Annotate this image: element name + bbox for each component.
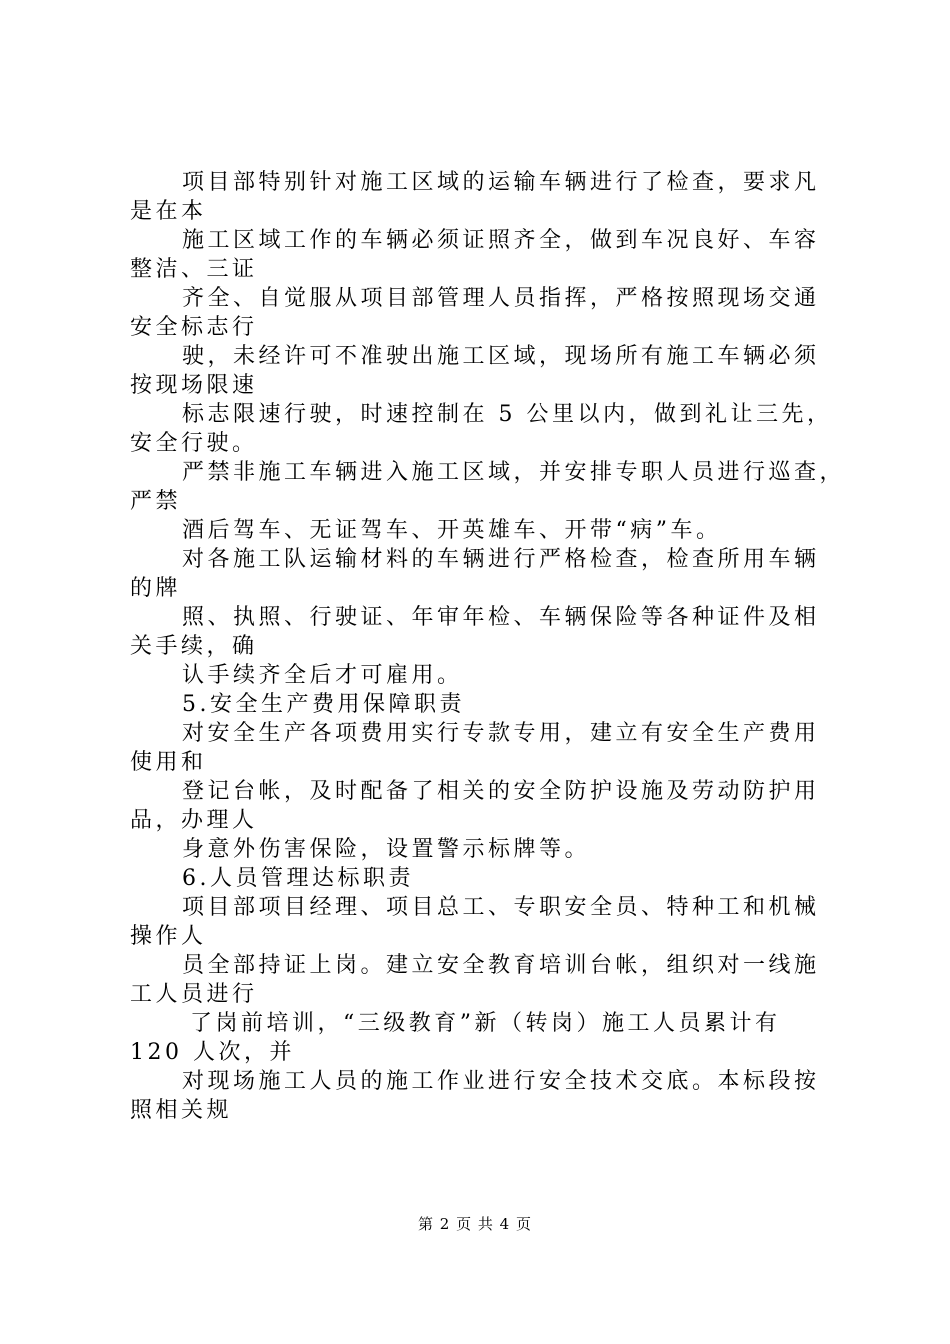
text-line: 操作人 xyxy=(130,924,207,949)
text-line: 齐全、自觉服从项目部管理人员指挥，严格按照现场交通 xyxy=(182,286,820,311)
text-line: 驶，未经许可不准驶出施工区域，现场所有施工车辆必须 xyxy=(182,344,820,369)
document-body xyxy=(130,168,850,1125)
text-line: 安全标志行 xyxy=(130,315,258,340)
text-line: 是在本 xyxy=(130,199,207,224)
text-line: 项目部特别针对施工区域的运输车辆进行了检查，要求凡 xyxy=(182,170,820,195)
text-line: 品，办理人 xyxy=(130,808,258,833)
text-line: 照、执照、行驶证、年审年检、车辆保险等各种证件及相 xyxy=(182,605,820,630)
text-line: 按现场限速 xyxy=(130,373,258,398)
text-line: 登记台帐，及时配备了相关的安全防护设施及劳动防护用 xyxy=(182,779,820,804)
text-line: 120 人次，并 xyxy=(130,1040,295,1065)
text-line: 了岗前培训，“三级教育”新（转岗）施工人员累计有 xyxy=(190,1011,781,1036)
text-line: 项目部项目经理、项目总工、专职安全员、特种工和机械 xyxy=(182,895,820,920)
text-line: 6.人员管理达标职责 xyxy=(182,866,414,891)
text-line: 的牌 xyxy=(130,576,182,601)
text-line: 对各施工队运输材料的车辆进行严格检查，检查所用车辆 xyxy=(182,547,820,572)
text-line: 5.安全生产费用保障职责 xyxy=(182,692,465,717)
page-footer: 第 2 页 共 4 页 xyxy=(418,1215,532,1233)
text-line: 照相关规 xyxy=(130,1098,233,1123)
text-line: 整洁、三证 xyxy=(130,257,258,282)
text-line: 工人员进行 xyxy=(130,982,258,1007)
text-line: 使用和 xyxy=(130,750,207,775)
text-line: 身意外伤害保险，设置警示标牌等。 xyxy=(182,837,591,862)
text-line: 施工区域工作的车辆必须证照齐全，做到车况良好、车容 xyxy=(182,228,820,253)
text-line: 认手续齐全后才可雇用。 xyxy=(182,663,463,688)
text-line: 安全行驶。 xyxy=(130,431,258,456)
text-line: 关手续，确 xyxy=(130,634,258,659)
text-line: 员全部持证上岗。建立安全教育培训台帐，组织对一线施 xyxy=(182,953,820,978)
text-line: 对现场施工人员的施工作业进行安全技术交底。本标段按 xyxy=(182,1069,820,1094)
text-line: 标志限速行驶，时速控制在 5 公里以内，做到礼让三先， xyxy=(182,402,833,427)
text-line: 酒后驾车、无证驾车、开英雄车、开带“病”车。 xyxy=(182,518,722,543)
text-line: 对安全生产各项费用实行专款专用，建立有安全生产费用 xyxy=(182,721,820,746)
text-line: 严禁 xyxy=(130,489,182,514)
text-line: 严禁非施工车辆进入施工区域，并安排专职人员进行巡查， xyxy=(182,460,846,485)
